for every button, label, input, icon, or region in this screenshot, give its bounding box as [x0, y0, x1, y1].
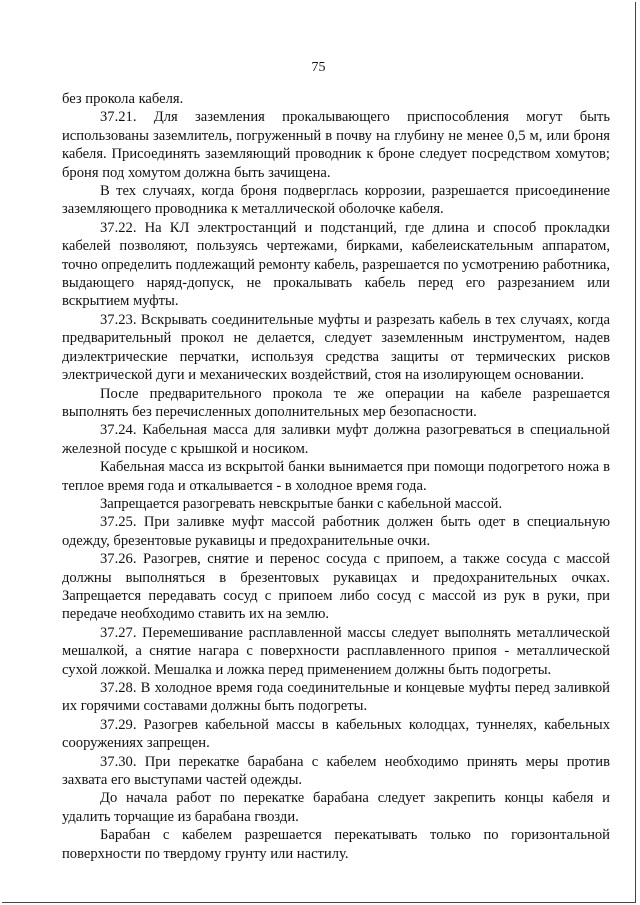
paragraph-37-21: 37.21. Для заземления прокалывающего приспособления могут быть использованы заземлитель, погруженный в почву на глубину не менее 0,5 м, или броня кабеля. Присоединять заземляющий проводник к броне следует посредством хомутов; броня под хомутом должна быть зачищена. [62, 109, 610, 181]
paragraph-drum-rolling: Барабан с кабелем разрешается перекатывать только по горизонтальной поверхности по твердому грунту или настилу. [62, 827, 610, 862]
paragraph-37-23: 37.23. Вскрывать соединительные муфты и разрезать кабель в тех случаях, когда предварительный прокол не делается, следует заземленным инструментом, надев диэлектрические перчатки, используя средства защиты от термических рисков электрической дуги и механических воздействий, стоя на изолирующем основании. [62, 311, 610, 384]
paragraph-37-27: 37.27. Перемешивание расплавленной массы следует выполнять металлической мешалкой, а снятие нагара с поверхности расплавленного припоя - металлической сухой ложкой. Мешалка и ложка перед применением должны быть подогреты. [62, 624, 610, 678]
paragraph-37-30: 37.30. При перекатке барабана с кабелем необходимо принять меры против захвата его выступами частей одежды. [62, 753, 610, 789]
paragraph-unopened-cans: Запрещается разогревать невскрытые банки с кабельной массой. [100, 495, 503, 512]
paragraph-37-26: 37.26. Разогрев, снятие и перенос сосуда с припоем, а также сосуда с массой должны выполняться в брезентовых рукавицах и предохранительных очках. Запрещается передавать сосуд с припоем либо сосуд с массой из рук в руки, при передаче необходимо ставить их на землю. [62, 551, 610, 623]
paragraph-armor-corrosion: В тех случаях, когда броня подверглась коррозии, разрешается присоединение заземляющего проводника к металлической оболочке кабеля. [62, 183, 610, 218]
document-body [62, 90, 610, 863]
paragraph-37-22: 37.22. На КЛ электростанций и подстанций, где длина и способ прокладки кабелей позволяют, пользуясь чертежами, бирками, кабелеискательным аппаратом, точно определить подлежащий ремонту кабель, разрешается по усмотрению работника, выдающего наряд-допуск, не прокалывать кабель перед его разрезанием или вскрытием муфты. [62, 219, 610, 310]
paragraph-cable-mass-removal: Кабельная масса из вскрытой банки вынимается при помощи подогретого ножа в теплое время года и откалывается - в холодное время года. [62, 459, 610, 494]
paragraph-continuation: без прокола кабеля. [62, 91, 184, 107]
document-page [2, 2, 636, 903]
page-number: 75 [311, 60, 326, 75]
paragraph-drum-preparation: До начала работ по перекатке барабана следует закрепить концы кабеля и удалить торчащие из барабана гвозди. [62, 790, 610, 825]
paragraph-37-25: 37.25. При заливке муфт массой работник должен быть одет в специальную одежду, брезентовые рукавицы и предохранительные очки. [62, 514, 610, 549]
paragraph-37-29: 37.29. Разогрев кабельной массы в кабельных колодцах, туннелях, кабельных сооружениях запрещен. [62, 716, 610, 752]
paragraph-after-puncture: После предварительного прокола те же операции на кабеле разрешается выполнять без перечисленных дополнительных мер безопасности. [62, 385, 610, 420]
paragraph-37-24: 37.24. Кабельная масса для заливки муфт должна разогреваться в специальной железной посуде с крышкой и носиком. [62, 422, 610, 457]
paragraph-37-28: 37.28. В холодное время года соединительные и концевые муфты перед заливкой их горячими составами должны быть подогреты. [62, 680, 610, 715]
